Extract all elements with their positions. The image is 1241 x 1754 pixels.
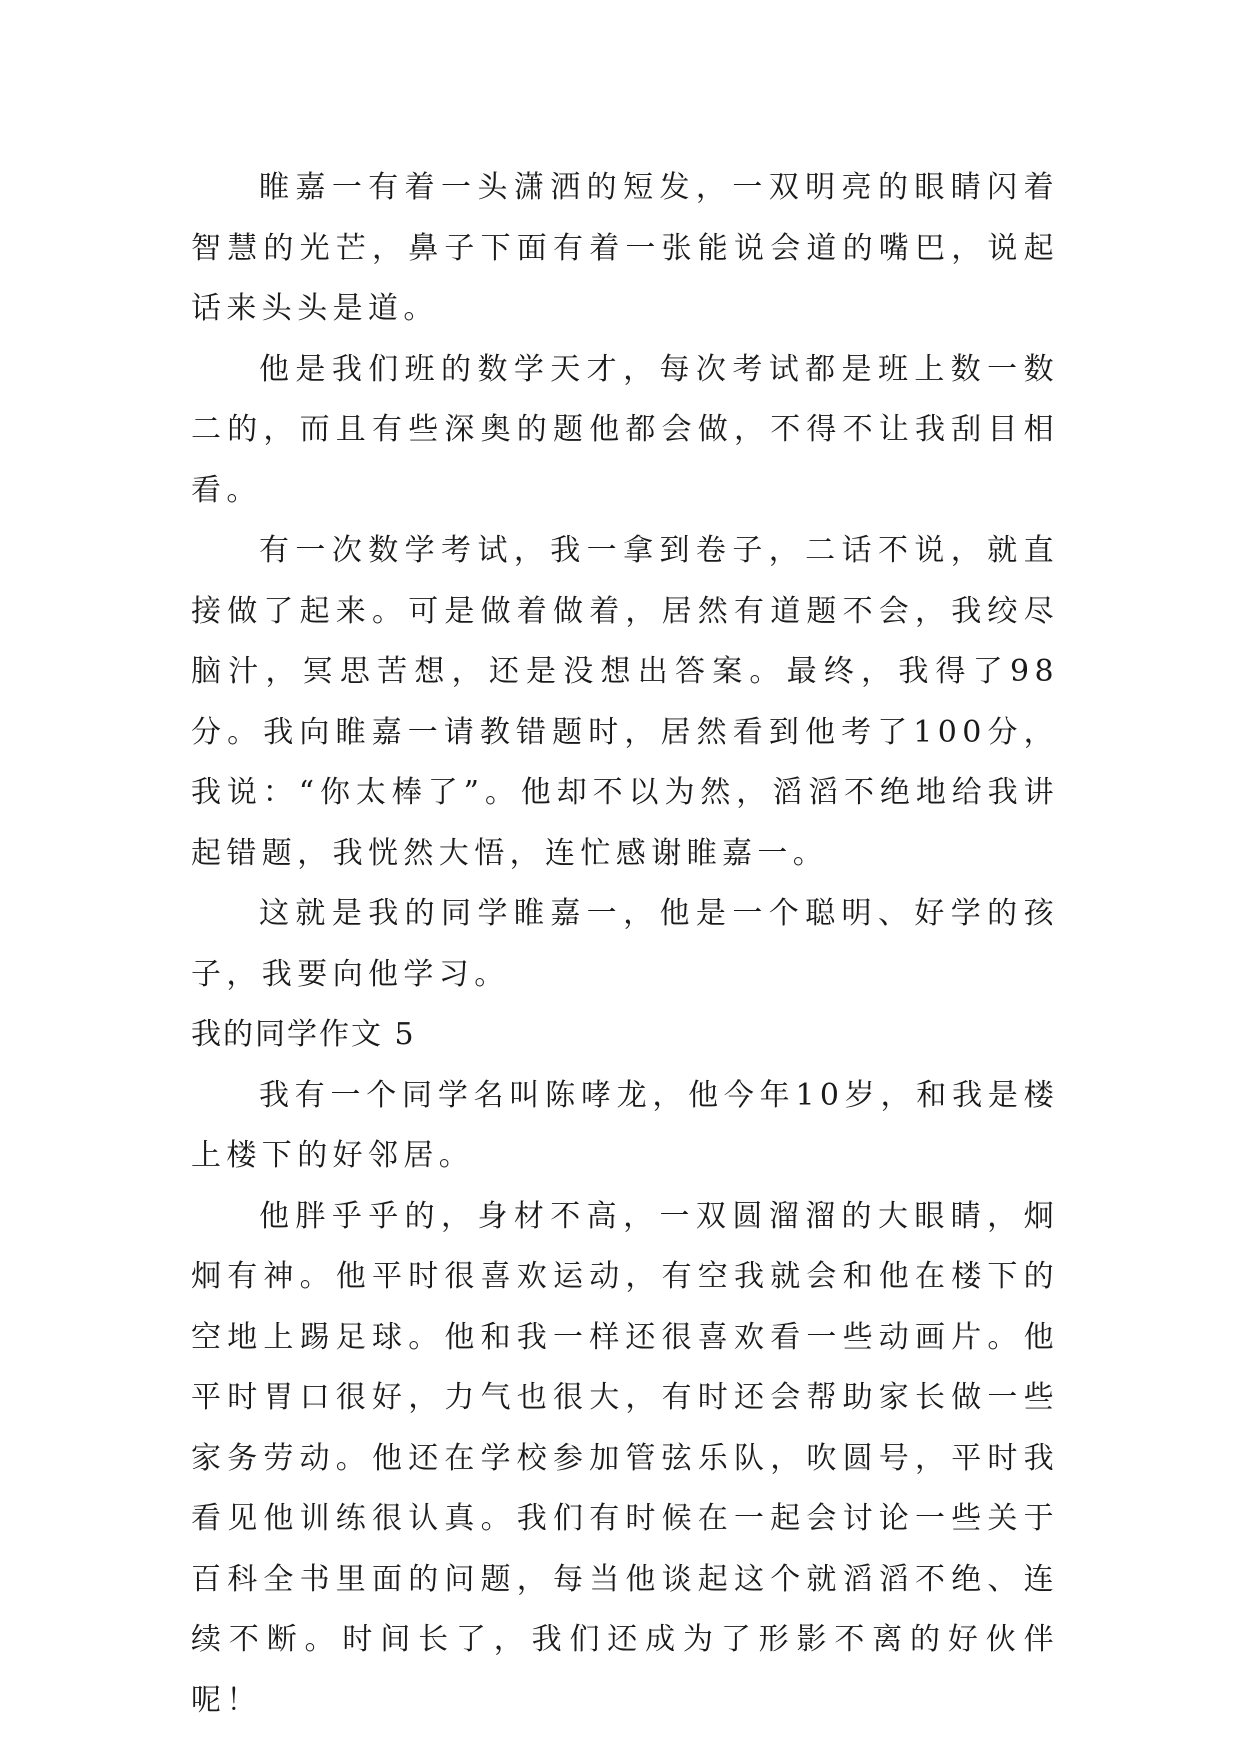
paragraph-math-talent: 他是我们班的数学天才，每次考试都是班上数一数二的，而且有些深奥的题他都会做，不得不让我刮目相看。	[191, 351, 1059, 508]
paragraph-appearance: 睢嘉一有着一头潇洒的短发，一双明亮的眼睛闪着智慧的光芒，鼻子下面有着一张能说会道的嘴巴，说起话来头头是道。	[191, 170, 1059, 326]
document-body	[191, 158, 1059, 1731]
paragraph-conclusion: 这就是我的同学睢嘉一，他是一个聪明、好学的孩子，我要向他学习。	[191, 896, 1059, 992]
paragraph-math-exam: 有一次数学考试，我一拿到卷子，二话不说，就直接做了起来。可是做着做着，居然有道题不会，我绞尽脑汁，冥思苦想，还是没想出答案。最终，我得了98分。我向睢嘉一请教错题时，居然看到他考了100分，我说：“你太棒了”。他却不以为然，滔滔不绝地给我讲起错题，我恍然大悟，连忙感谢睢嘉一。	[191, 533, 1059, 871]
paragraph-introduction: 我有一个同学名叫陈哮龙，他今年10岁，和我是楼上楼下的好邻居。	[191, 1077, 1059, 1173]
section-heading: 我的同学作文 5	[191, 1017, 416, 1052]
paragraph-description: 他胖乎乎的，身材不高，一双圆溜溜的大眼睛，炯炯有神。他平时很喜欢运动，有空我就会和他在楼下的空地上踢足球。他和我一样还很喜欢看一些动画片。他平时胃口很好，力气也很大，有时还会帮助家长做一些家务劳动。他还在学校参加管弦乐队，吹圆号，平时我看见他训练很认真。我们有时候在一起会讨论一些关于百科全书里面的问题，每当他谈起这个就滔滔不绝、连续不断。时间长了，我们还成为了形影不离的好伙伴呢！	[191, 1198, 1059, 1718]
